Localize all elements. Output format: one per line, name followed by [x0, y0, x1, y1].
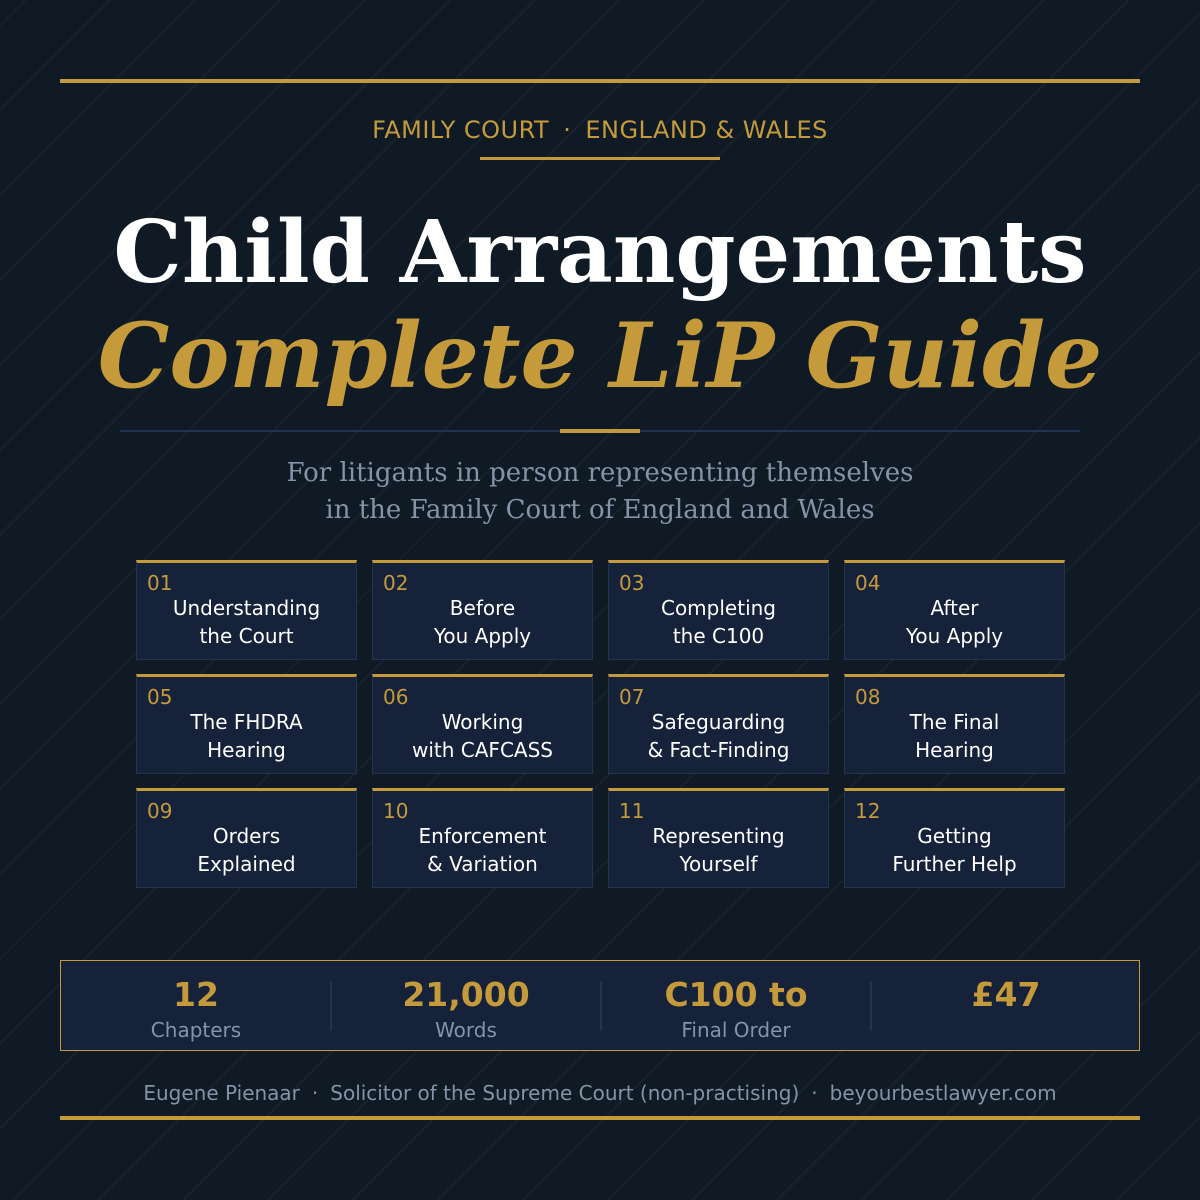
chapter-title-line-1: After: [930, 596, 979, 620]
footer-credits: [0, 1080, 1200, 1106]
stat-caption: Chapters: [150, 1018, 242, 1042]
chapter-grid: [136, 560, 1066, 888]
chapter-title: [373, 822, 592, 878]
stat-price: [871, 961, 1141, 1050]
chapter-title-line-2: the C100: [672, 624, 765, 648]
kicker-jurisdiction: ENGLAND & WALES: [585, 116, 828, 144]
chapter-number: 02: [383, 571, 409, 595]
chapter-card: [608, 788, 829, 888]
footer-separator: ·: [311, 1081, 319, 1105]
chapter-title-line-2: Hearing: [207, 738, 286, 762]
page-subtitle: Complete LiP Guide: [97, 303, 1103, 409]
footer-separator: ·: [811, 1081, 818, 1105]
stat-caption: Final Order: [681, 1018, 791, 1042]
chapter-card: [844, 560, 1065, 660]
chapter-number: 10: [383, 799, 409, 823]
footer-role: Solicitor of the Supreme Court (non-practising): [330, 1081, 800, 1105]
chapter-card: [372, 788, 593, 888]
chapter-card: [372, 560, 593, 660]
chapter-title: [845, 822, 1064, 878]
top-gold-rule: [60, 79, 1140, 83]
chapter-title: [137, 594, 356, 650]
stats-bar: [60, 960, 1140, 1051]
kicker-separator: ·: [563, 116, 572, 144]
stat-value: C100 to: [664, 975, 808, 1014]
chapter-number: 12: [855, 799, 881, 823]
stat-value: 21,000: [402, 975, 530, 1014]
chapter-title-line-1: Completing: [660, 596, 776, 620]
chapter-number: 07: [619, 685, 645, 709]
intro-line-1: For litigants in person representing themselves: [286, 458, 914, 488]
chapter-title-line-2: Yourself: [679, 852, 758, 876]
chapter-card: [372, 674, 593, 774]
chapter-number: 09: [147, 799, 173, 823]
chapter-number: 05: [147, 685, 173, 709]
intro-text: [0, 455, 1200, 529]
chapter-title-line-1: Before: [449, 596, 516, 620]
stat-words: [331, 961, 601, 1050]
chapter-card: [844, 788, 1065, 888]
chapter-title-line-1: Enforcement: [418, 824, 547, 848]
chapter-title: [609, 708, 828, 764]
chapter-card: [136, 674, 357, 774]
chapter-card: [136, 560, 357, 660]
chapter-number: 04: [855, 571, 881, 595]
chapter-title-line-1: Understanding: [172, 596, 321, 620]
chapter-title-line-2: the Court: [199, 624, 294, 648]
chapter-number: 01: [147, 571, 173, 595]
stat-scope: [601, 961, 871, 1050]
chapter-number: 08: [855, 685, 881, 709]
stat-caption: Words: [435, 1018, 497, 1042]
footer-author: Eugene Pienaar: [143, 1081, 300, 1105]
stat-chapters: [61, 961, 331, 1050]
footer-website: beyourbestlawyer.com: [829, 1081, 1057, 1105]
chapter-title: [609, 822, 828, 878]
chapter-title-line-2: Further Help: [892, 852, 1017, 876]
chapter-title-line-1: Safeguarding: [651, 710, 786, 734]
chapter-title-line-2: & Fact-Finding: [647, 738, 790, 762]
kicker-court: FAMILY COURT: [372, 116, 550, 144]
chapter-title: [137, 822, 356, 878]
chapter-title: [373, 594, 592, 650]
chapter-number: 06: [383, 685, 409, 709]
divider-accent: [560, 429, 640, 433]
chapter-title: [373, 708, 592, 764]
chapter-title-line-1: Orders: [212, 824, 281, 848]
chapter-title-line-2: Explained: [197, 852, 296, 876]
chapter-title-line-2: with CAFCASS: [412, 738, 553, 762]
chapter-number: 03: [619, 571, 645, 595]
chapter-title-line-2: Hearing: [915, 738, 994, 762]
chapter-title-line-1: Representing: [652, 824, 785, 848]
chapter-card: [608, 560, 829, 660]
chapter-title-line-1: The FHDRA: [190, 710, 303, 734]
kicker: [0, 116, 1200, 144]
chapter-title-line-2: & Variation: [427, 852, 538, 876]
chapter-title: [845, 594, 1064, 650]
chapter-title-line-1: Working: [441, 710, 524, 734]
chapter-title-line-1: Getting: [917, 824, 992, 848]
chapter-title: [137, 708, 356, 764]
stat-value: £47: [971, 975, 1041, 1014]
chapter-number: 11: [619, 799, 645, 823]
chapter-card: [844, 674, 1065, 774]
chapter-card: [608, 674, 829, 774]
chapter-title: [845, 708, 1064, 764]
intro-line-2: in the Family Court of England and Wales: [325, 495, 875, 525]
page-title: Child Arrangements: [113, 202, 1087, 303]
chapter-title: [609, 594, 828, 650]
stat-value: 12: [173, 975, 219, 1014]
chapter-title-line-1: The Final: [909, 710, 1000, 734]
chapter-title-line-2: You Apply: [433, 624, 532, 648]
chapter-card: [136, 788, 357, 888]
bottom-gold-rule: [60, 1116, 1140, 1120]
kicker-underline: [480, 157, 720, 160]
chapter-title-line-2: You Apply: [905, 624, 1004, 648]
